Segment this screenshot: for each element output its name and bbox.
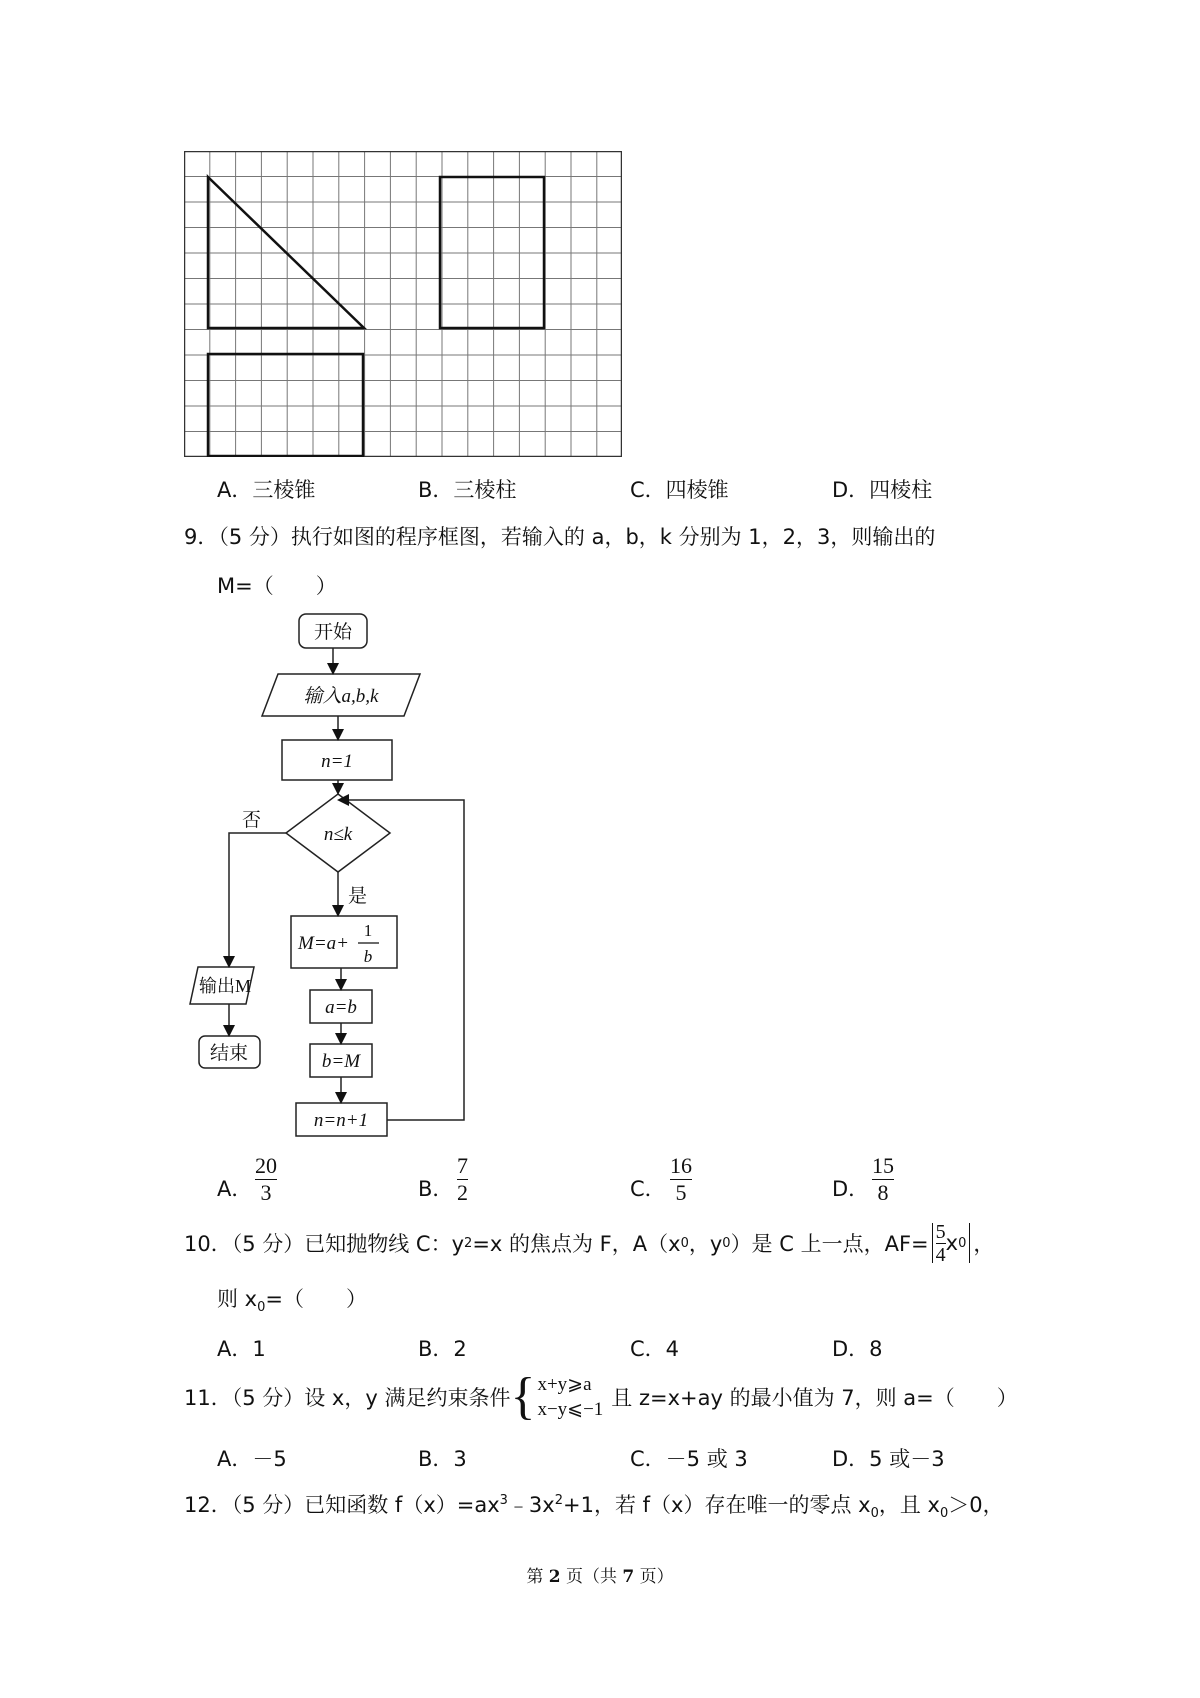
footer-text: 页（共 bbox=[560, 1567, 623, 1587]
q8-option-d[interactable]: D．四棱柱 bbox=[832, 478, 933, 502]
q9-option-c-label[interactable]: C． bbox=[630, 1177, 666, 1201]
q10-text: ， bbox=[973, 1232, 995, 1256]
program-flowchart bbox=[188, 613, 488, 1153]
q12-text: ﹣3x bbox=[507, 1493, 555, 1517]
q11-text: 且 z=x+ay 的最小值为 7，则 a=（ ） bbox=[611, 1386, 1018, 1410]
q12-text: ＞0， bbox=[948, 1493, 1004, 1517]
q10-text: =（ ） bbox=[265, 1287, 367, 1311]
footer-text: 页） bbox=[634, 1567, 674, 1587]
q10-text: 则 x bbox=[217, 1287, 258, 1311]
q9-option-d-label[interactable]: D． bbox=[832, 1177, 870, 1201]
fraction-numerator: 16 bbox=[670, 1153, 692, 1178]
q9-option-a-fraction bbox=[255, 1154, 277, 1205]
constraint-system: { x+y⩾a x−y⩽−1 bbox=[510, 1368, 604, 1425]
q11-option-d[interactable]: D．5 或－3 bbox=[832, 1447, 945, 1471]
q11-option-c[interactable]: C．－5 或 3 bbox=[630, 1447, 748, 1471]
q8-option-c[interactable]: C．四棱锥 bbox=[630, 478, 729, 502]
subscript: 0 bbox=[939, 1506, 949, 1522]
fraction-numerator: 7 bbox=[457, 1153, 468, 1178]
q9-option-b-label[interactable]: B． bbox=[418, 1177, 454, 1201]
q11-option-b[interactable]: B．3 bbox=[418, 1447, 467, 1471]
q11-question-line bbox=[184, 1369, 1018, 1425]
q10-option-a[interactable]: A．1 bbox=[217, 1337, 266, 1361]
flow-no-label: 否 bbox=[242, 809, 262, 831]
flow-input-label: 输入a,b,k bbox=[303, 686, 379, 707]
q10-option-c[interactable]: C．4 bbox=[630, 1337, 680, 1361]
flow-yes-label: 是 bbox=[348, 885, 368, 907]
q12-text: 12．（5 分）已知函数 f（x）=ax bbox=[184, 1493, 500, 1517]
fraction-denominator: 3 bbox=[260, 1180, 272, 1205]
fraction-numerator: 20 bbox=[255, 1153, 277, 1178]
q10-text: ，y bbox=[688, 1232, 723, 1256]
fraction-denominator: 2 bbox=[457, 1180, 468, 1205]
q9-question-line2: M=（ ） bbox=[217, 574, 337, 598]
subscript: 0 bbox=[870, 1506, 879, 1522]
q8-option-b[interactable]: B．三棱柱 bbox=[418, 478, 517, 502]
flow-step1-label: M=a+ bbox=[298, 933, 349, 954]
absolute-value-expression bbox=[929, 1222, 974, 1265]
three-view-grid-figure bbox=[184, 151, 622, 457]
subscript: 0 bbox=[958, 1235, 967, 1251]
q10-text: =x 的焦点为 F，A（x bbox=[472, 1232, 681, 1256]
q9-option-c-fraction bbox=[670, 1154, 692, 1205]
flow-step3-label: b=M bbox=[321, 1051, 361, 1072]
fraction-denominator: 5 bbox=[675, 1180, 687, 1205]
q10-option-d[interactable]: D．8 bbox=[832, 1337, 883, 1361]
superscript: 2 bbox=[464, 1235, 473, 1251]
q10-question-line1 bbox=[184, 1220, 995, 1266]
flow-step4-label: n=n+1 bbox=[313, 1110, 369, 1131]
q9-question-line1: 9．（5 分）执行如图的程序框图，若输入的 a，b，k 分别为 1，2，3，则输出的 bbox=[184, 525, 936, 549]
q10-text: x bbox=[945, 1231, 959, 1255]
q9-option-b-fraction bbox=[457, 1154, 468, 1205]
constraint-row: x−y⩽−1 bbox=[537, 1399, 604, 1420]
subscript: 0 bbox=[680, 1235, 689, 1251]
top-view-rectangle bbox=[208, 354, 363, 456]
q8-option-a[interactable]: A．三棱锥 bbox=[217, 478, 316, 502]
q10-text: ）是 C 上一点，AF= bbox=[730, 1232, 929, 1256]
superscript: 3 bbox=[499, 1493, 508, 1508]
flow-end-label: 结束 bbox=[209, 1042, 249, 1064]
q12-text: ，且 x bbox=[878, 1493, 940, 1517]
q9-option-a-label[interactable]: A． bbox=[217, 1177, 253, 1201]
footer-text: 第 bbox=[526, 1567, 549, 1587]
flow-step1-den: b bbox=[363, 947, 373, 966]
q11-option-a[interactable]: A．－5 bbox=[217, 1447, 287, 1471]
fraction-denominator: 8 bbox=[877, 1180, 889, 1205]
subscript: 0 bbox=[257, 1300, 266, 1316]
page-footer bbox=[0, 1562, 1200, 1587]
q10-question-line2 bbox=[217, 1283, 367, 1315]
flow-condition-label: n≤k bbox=[323, 824, 353, 845]
flow-step2-label: a=b bbox=[325, 997, 357, 1018]
q11-text: 11．（5 分）设 x，y 满足约束条件 bbox=[184, 1386, 511, 1410]
q10-option-b[interactable]: B．2 bbox=[418, 1337, 467, 1361]
superscript: 2 bbox=[554, 1493, 564, 1508]
q9-option-d-fraction bbox=[872, 1154, 894, 1205]
subscript: 0 bbox=[722, 1235, 731, 1251]
q10-text: 10．（5 分）已知抛物线 C：y bbox=[184, 1232, 465, 1256]
constraint-row: x+y⩾a bbox=[537, 1374, 592, 1395]
page-number: 2 bbox=[548, 1567, 561, 1587]
flow-output-label: 输出M bbox=[198, 976, 252, 996]
q12-text: +1，若 f（x）存在唯一的零点 x bbox=[563, 1493, 871, 1517]
flow-start-label: 开始 bbox=[313, 621, 353, 643]
fraction-five-fourths: 5 4 bbox=[935, 1220, 946, 1266]
total-pages: 7 bbox=[622, 1567, 635, 1587]
flow-init-label: n=1 bbox=[321, 751, 353, 772]
fraction-numerator: 15 bbox=[872, 1153, 894, 1178]
q12-question-line bbox=[184, 1489, 1004, 1521]
flow-step1-num: 1 bbox=[363, 921, 373, 940]
